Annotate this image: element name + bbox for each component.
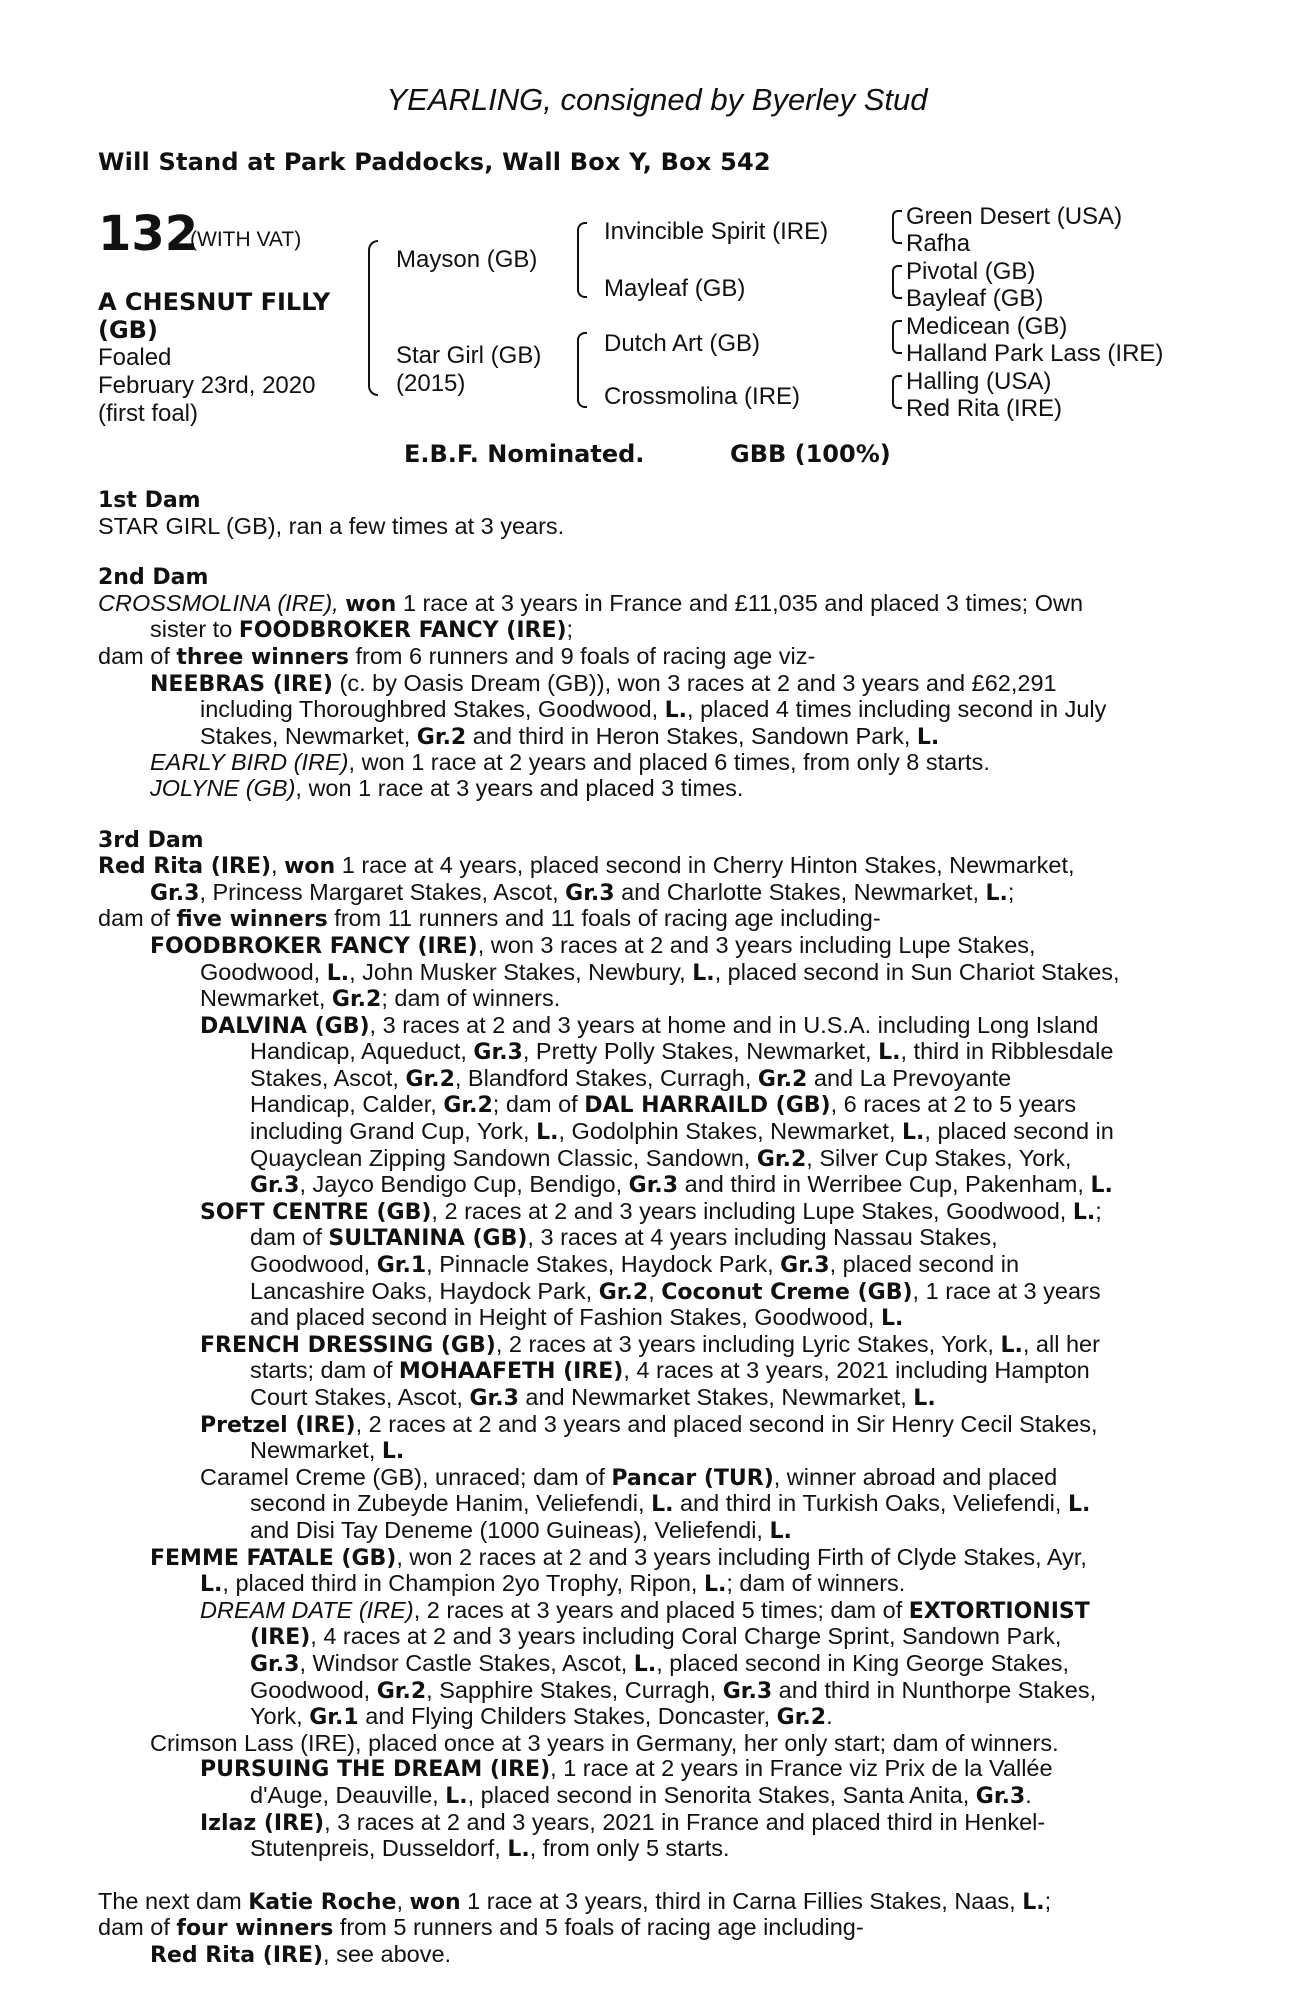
text-run: FEMME FATALE (GB): [150, 1545, 397, 1571]
text-run: L.: [1090, 1173, 1113, 1199]
text-run: FOODBROKER FANCY (IRE): [238, 618, 567, 644]
text-run: Caramel Creme (GB), unraced; dam of: [200, 1463, 612, 1490]
text-run: , Sapphire Stakes, Curragh,: [426, 1676, 723, 1703]
text-run: NEEBRAS (IRE): [150, 671, 333, 697]
third-dam-line: Gr.3, Princess Margaret Stakes, Ascot, Gr.3 and Charlotte Stakes, Newmarket, L.;: [150, 878, 1015, 906]
text-run: L.: [381, 1439, 405, 1465]
next-dam-line: [98, 1889, 1213, 1916]
first-dam-text: STAR GIRL (GB), ran a few times at 3 years.: [98, 512, 565, 539]
text-run: , placed third in Champion 2yo Trophy, Ripon,: [222, 1570, 704, 1597]
progeny-line: [98, 750, 1213, 776]
progeny-line: [98, 986, 1213, 1013]
vat-note: (WITH VAT): [190, 228, 302, 251]
pedigree-sire: Mayson (GB): [396, 246, 538, 273]
text-run: , won 3 races at 2 and 3 years including Lupe Stakes,: [477, 931, 1036, 958]
text-run: Handicap, Aqueduct,: [250, 1038, 474, 1065]
text-run: , 4 races at 3 years, 2021 including Hampton: [623, 1357, 1090, 1384]
text-run: and third in Heron Stakes, Sandown Park,: [466, 722, 917, 749]
text-run: Katie Roche: [248, 1889, 397, 1915]
text-run: , placed second in Sun Chariot Stakes,: [714, 958, 1120, 985]
progeny-line: [98, 1678, 1213, 1705]
text-run: (c. by Oasis Dream (GB)), won 3 races at 2 and 3 years and £62,291: [332, 669, 1057, 696]
text-run: including Grand Cup, York,: [250, 1118, 537, 1145]
text-run: Coconut Creme (GB): [661, 1279, 913, 1305]
text-run: , Godolphin Stakes, Newmarket,: [558, 1118, 903, 1145]
text-run: Gr.1: [309, 1705, 359, 1731]
text-run: including Thoroughbred Stakes, Goodwood,: [200, 696, 665, 723]
lot-description: [98, 288, 330, 428]
progeny-line: [98, 1199, 1213, 1226]
text-run: won: [409, 1889, 461, 1915]
pedigree-brace-dam: [577, 332, 587, 408]
progeny-line: [98, 1146, 1213, 1173]
third-dam-line: [98, 906, 1213, 933]
text-run: Gr.2: [376, 1678, 427, 1704]
progeny-line: [98, 1624, 1213, 1651]
foaled-label: Foaled: [98, 344, 172, 371]
text-run: L.: [913, 1386, 936, 1411]
text-run: Crimson Lass (IRE), placed once at 3 years in Germany, her only start; dam of winners.: [150, 1729, 1059, 1756]
gbb-badge: GBB (100%): [730, 440, 891, 468]
next-dam-line: [98, 1942, 1213, 1969]
text-run: , 6 races at 2 to 5 years: [830, 1091, 1077, 1118]
pedigree-sds: Pivotal (GB): [906, 258, 1036, 285]
text-run: , Jayco Bendigo Cup, Bendigo,: [299, 1171, 629, 1198]
text-run: .: [826, 1703, 833, 1730]
text-run: PURSUING THE DREAM (IRE): [200, 1757, 551, 1783]
text-run: from 6 runners and 9 foals of racing age viz-: [348, 642, 816, 669]
progeny-line: [98, 1836, 1213, 1863]
text-run: , see above.: [323, 1940, 452, 1967]
text-run: , Blandford Stakes, Curragh,: [454, 1064, 758, 1091]
progeny-line: [98, 1810, 1213, 1837]
text-run: EXTORTIONIST: [908, 1598, 1090, 1624]
text-run: dam of: [250, 1224, 329, 1251]
pedigree-brace-sire: [577, 222, 587, 298]
text-run: JOLYNE (GB): [150, 774, 296, 801]
second-dam-line: [98, 617, 1213, 644]
page-title: YEARLING, consigned by Byerley Stud: [386, 82, 928, 117]
progeny-line: [98, 1571, 1213, 1598]
pedigree-sd: Mayleaf (GB): [604, 275, 746, 302]
text-run: , won 2 races at 2 and 3 years including Firth of Clyde Stakes, Ayr,: [396, 1543, 1087, 1570]
second-dam-heading: 2nd Dam: [98, 565, 209, 591]
second-dam-line: [98, 591, 1213, 618]
text-run: (IRE): [250, 1625, 311, 1651]
text-run: , placed second in King George Stakes,: [656, 1649, 1069, 1676]
third-dam-line: Red Rita (IRE), won 1 race at 4 years, placed second in Cherry Hinton Stakes, Newmarket,: [98, 852, 1075, 880]
text-run: SULTANINA (GB): [328, 1226, 528, 1252]
text-run: ; dam of: [492, 1091, 585, 1118]
text-run: Izlaz (IRE): [200, 1810, 325, 1836]
text-run: L.: [200, 1572, 223, 1598]
text-run: Newmarket,: [200, 985, 332, 1012]
text-run: ;: [1095, 1197, 1102, 1224]
text-run: and third in Werribee Cup, Pakenham,: [678, 1171, 1091, 1198]
text-run: , won 1 race at 3 years and placed 3 times.: [295, 774, 744, 801]
text-run: , placed second in Senorita Stakes, Santa Anita,: [467, 1781, 976, 1808]
produce-record: [98, 488, 1213, 1968]
text-run: three winners: [176, 644, 349, 670]
text-run: and placed second in Height of Fashion Stakes, Goodwood,: [250, 1304, 881, 1331]
progeny-line: [98, 1279, 1213, 1306]
text-run: , 1 race at 2 years in France viz Prix de la Vallée: [550, 1755, 1053, 1782]
pedigree-ssd: Rafha: [906, 230, 971, 257]
text-run: Handicap, Calder,: [250, 1091, 444, 1118]
progeny-line: [98, 1039, 1213, 1066]
text-run: DALVINA (GB): [200, 1013, 370, 1039]
text-run: 1 race at 3 years in France and £11,035 and placed 3 times; Own: [396, 589, 1084, 616]
text-run: dam of: [98, 642, 177, 669]
progeny-line: [98, 1598, 1213, 1625]
pedigree-brace-main: [368, 240, 378, 396]
text-run: dam of: [98, 905, 177, 932]
text-run: , 3 races at 2 and 3 years, 2021 in France and placed third in Henkel-: [324, 1808, 1046, 1835]
progeny-line: [98, 1305, 1213, 1332]
text-run: starts; dam of: [250, 1357, 399, 1384]
text-run: Gr.3: [722, 1678, 773, 1704]
progeny-line: [98, 1013, 1213, 1040]
third-dam-heading: 3rd Dam: [98, 827, 204, 853]
text-run: L.: [985, 880, 1008, 906]
text-run: , Princess Margaret Stakes, Ascot,: [199, 878, 566, 905]
text-run: and La Prevoyante: [807, 1064, 1012, 1091]
progeny-line: [98, 1438, 1213, 1465]
pedigree-dss: Medicean (GB): [906, 313, 1068, 340]
text-run: Pretzel (IRE): [200, 1412, 356, 1438]
text-run: EARLY BIRD (IRE): [150, 749, 349, 776]
next-dam-line: [98, 1915, 1213, 1942]
pedigree-ds: Dutch Art (GB): [604, 330, 761, 357]
pedigree-dd: Crossmolina (IRE): [604, 383, 801, 410]
pedigree-brace-ss: [892, 210, 902, 244]
pedigree-ss: Invincible Spirit (IRE): [604, 218, 829, 245]
text-run: L.: [633, 1651, 657, 1677]
text-run: ,: [396, 1887, 410, 1914]
text-run: Stutenpreis, Dusseldorf,: [250, 1835, 508, 1862]
progeny-line: [98, 1756, 1213, 1783]
text-run: dam of: [98, 1914, 177, 1941]
progeny-line: [98, 1119, 1213, 1146]
text-run: L.: [536, 1120, 559, 1146]
text-run: L.: [1022, 1889, 1045, 1915]
text-run: L.: [445, 1783, 468, 1809]
text-run: Court Stakes, Ascot,: [250, 1384, 470, 1410]
text-run: DREAM DATE (IRE): [200, 1596, 414, 1623]
text-run: Gr.2: [416, 724, 467, 750]
text-run: , Silver Cup Stakes, York,: [806, 1144, 1072, 1171]
progeny-line: [98, 1092, 1213, 1119]
text-run: , 2 races at 2 and 3 years and placed second in Sir Henry Cecil Stakes,: [355, 1410, 1098, 1437]
progeny-line: [98, 724, 1213, 751]
text-run: d'Auge, Deauville,: [250, 1781, 446, 1808]
progeny-line: [98, 1465, 1213, 1492]
text-run: ,: [648, 1277, 662, 1304]
progeny-line: [98, 1225, 1213, 1252]
progeny-line: [98, 1545, 1213, 1572]
text-run: L.: [769, 1518, 792, 1544]
text-run: L.: [881, 1306, 904, 1332]
text-run: Gr.2: [405, 1066, 455, 1092]
text-run: Gr.2: [443, 1093, 493, 1119]
text-run: , third in Ribblesdale: [900, 1038, 1114, 1065]
text-run: L.: [664, 698, 688, 724]
text-run: Red Rita (IRE): [150, 1942, 324, 1968]
text-run: DAL HARRAILD (GB): [584, 1093, 831, 1119]
text-run: Goodwood,: [200, 958, 327, 985]
stand-location: Will Stand at Park Paddocks, Wall Box Y, Box 542: [98, 148, 771, 176]
progeny-line: [98, 1783, 1213, 1810]
text-run: The next dam: [98, 1887, 249, 1914]
progeny-line: [98, 1518, 1213, 1545]
lot-number: 132: [98, 206, 199, 262]
text-run: , 2 races at 3 years and placed 5 times; dam of: [413, 1596, 909, 1623]
text-run: Newmarket,: [250, 1437, 382, 1464]
progeny-line: [98, 1252, 1213, 1279]
text-run: and Newmarket Stakes, Newmarket,: [518, 1384, 914, 1410]
progeny-line: [98, 1731, 1213, 1757]
first-dam-heading: 1st Dam: [98, 488, 201, 513]
progeny-line: [98, 1172, 1213, 1199]
text-run: from 5 runners and 5 foals of racing age including-: [333, 1914, 864, 1941]
text-run: five winners: [176, 907, 328, 933]
text-run: , all her: [1022, 1330, 1100, 1357]
progeny-line: [98, 697, 1213, 724]
text-run: , placed second in: [829, 1251, 1020, 1278]
text-run: four winners: [176, 1916, 334, 1942]
second-dam-line: [98, 644, 1213, 671]
text-run: Gr.2: [331, 987, 382, 1013]
text-run: ; dam of winners.: [726, 1570, 906, 1597]
text-run: Goodwood,: [250, 1251, 377, 1278]
progeny-line: [98, 960, 1213, 987]
text-run: L.: [878, 1040, 901, 1066]
text-run: Goodwood,: [250, 1676, 377, 1703]
pedigree-dam: Star Girl (GB): [396, 342, 542, 369]
text-run: ;: [566, 616, 574, 643]
text-run: sister to: [150, 616, 239, 643]
text-run: Gr.3: [628, 1173, 679, 1199]
pedigree-dam-year: (2015): [396, 370, 466, 397]
text-run: L.: [703, 1572, 727, 1598]
progeny-line: [98, 1385, 1213, 1412]
text-run: Gr.3: [469, 1386, 519, 1411]
text-run: Gr.2: [776, 1705, 827, 1731]
text-run: from 11 runners and 11 foals of racing age including-: [327, 905, 881, 932]
foal-note: (first foal): [98, 400, 199, 427]
text-run: .: [1025, 1781, 1032, 1808]
text-run: L.: [1072, 1199, 1096, 1225]
text-run: Red Rita (IRE): [98, 854, 272, 880]
lot-sex-colour: A CHESNUT FILLY: [98, 288, 331, 316]
text-run: won: [345, 591, 397, 617]
text-run: , 3 races at 2 and 3 years at home and in U.S.A. including Long Island: [369, 1011, 1099, 1038]
text-run: and Charlotte Stakes, Newmarket,: [614, 878, 986, 905]
text-run: FRENCH DRESSING (GB): [200, 1332, 496, 1358]
text-run: L.: [651, 1492, 674, 1518]
progeny-line: [98, 1651, 1213, 1678]
pedigree-brace-ds: [892, 320, 902, 354]
pedigree-brace-sd: [892, 265, 902, 299]
progeny-line: [98, 1412, 1213, 1439]
text-run: Gr.3: [780, 1253, 830, 1279]
text-run: , won 1 race at 2 years and placed 6 times, from only 8 starts.: [348, 749, 990, 776]
text-run: , placed second in: [924, 1118, 1114, 1145]
text-run: , 2 races at 3 years including Lyric Stakes, York,: [495, 1330, 1001, 1357]
text-run: Gr.1: [376, 1253, 427, 1279]
progeny-line: [98, 1704, 1213, 1731]
text-run: Gr.2: [598, 1279, 649, 1305]
text-run: Gr.3: [565, 880, 615, 906]
text-run: , Windsor Castle Stakes, Ascot,: [299, 1649, 634, 1676]
text-run: and Flying Childers Stakes, Doncaster,: [358, 1703, 777, 1730]
text-run: L.: [1067, 1492, 1091, 1518]
pedigree-sdd: Bayleaf (GB): [906, 285, 1044, 312]
text-run: , John Musker Stakes, Newbury,: [349, 958, 693, 985]
text-run: L.: [692, 960, 715, 986]
text-run: won: [284, 854, 336, 880]
lot-origin: (GB): [98, 316, 158, 344]
text-run: , placed 4 times including second in July: [687, 696, 1107, 723]
progeny-line: [98, 1491, 1213, 1518]
text-run: and third in Turkish Oaks, Veliefendi,: [673, 1490, 1068, 1517]
text-run: Lancashire Oaks, Haydock Park,: [250, 1277, 599, 1304]
text-run: Gr.2: [756, 1146, 807, 1172]
text-run: Gr.3: [250, 1173, 300, 1199]
text-run: ;: [1044, 1887, 1052, 1914]
text-run: 1 race at 4 years, placed second in Cherry Hinton Stakes, Newmarket,: [335, 852, 1075, 879]
text-run: L.: [916, 724, 940, 750]
text-run: Stakes, Newmarket,: [200, 722, 417, 749]
text-run: Gr.3: [975, 1783, 1026, 1809]
text-run: ; dam of winners.: [381, 985, 561, 1012]
pedigree-dsd: Halland Park Lass (IRE): [906, 340, 1164, 367]
progeny-line: [98, 1066, 1213, 1093]
progeny-line: [98, 776, 1213, 802]
text-run: L.: [902, 1120, 925, 1146]
ebf-badge: E.B.F. Nominated.: [404, 440, 645, 468]
text-run: second in Zubeyde Hanim, Veliefendi,: [250, 1490, 652, 1517]
text-run: FOODBROKER FANCY (IRE): [150, 933, 478, 959]
progeny-line: [98, 1332, 1213, 1359]
progeny-line: [98, 933, 1213, 960]
text-run: , 3 races at 4 years including Nassau Stakes,: [527, 1224, 998, 1251]
text-run: and Disi Tay Deneme (1000 Guineas), Veliefendi,: [250, 1516, 770, 1543]
text-run: 1 race at 3 years, third in Carna Fillies Stakes, Naas,: [460, 1887, 1023, 1914]
text-run: , from only 5 starts.: [529, 1835, 730, 1862]
text-run: Stakes, Ascot,: [250, 1064, 406, 1091]
text-run: , Pretty Polly Stakes, Newmarket,: [522, 1038, 879, 1065]
text-run: , Pinnacle Stakes, Haydock Park,: [426, 1251, 781, 1278]
text-run: Gr.3: [150, 880, 200, 906]
text-run: , 2 races at 2 and 3 years including Lupe Stakes, Goodwood,: [431, 1197, 1073, 1224]
text-run: L.: [1000, 1332, 1023, 1358]
pedigree-brace-dd: [892, 375, 902, 409]
text-run: Gr.2: [757, 1066, 808, 1092]
pedigree-ddd: Red Rita (IRE): [906, 395, 1063, 422]
text-run: MOHAAFETH (IRE): [398, 1359, 624, 1385]
foaled-date: February 23rd, 2020: [98, 372, 316, 399]
text-run: and third in Nunthorpe Stakes,: [772, 1676, 1097, 1703]
text-run: , 4 races at 2 and 3 years including Coral Charge Sprint, Sandown Park,: [310, 1623, 1062, 1650]
text-run: Quayclean Zipping Sandown Classic, Sandown,: [250, 1144, 757, 1171]
text-run: , winner abroad and placed: [773, 1463, 1058, 1490]
pedigree-dds: Halling (USA): [906, 368, 1052, 395]
text-run: SOFT CENTRE (GB): [200, 1199, 432, 1225]
text-run: York,: [250, 1703, 310, 1730]
text-run: , 1 race at 3 years: [912, 1277, 1101, 1304]
text-run: L.: [507, 1837, 530, 1863]
progeny-line: [98, 1358, 1213, 1385]
text-run: CROSSMOLINA (IRE),: [98, 589, 339, 616]
text-run: L.: [326, 960, 350, 986]
text-run: Pancar (TUR): [611, 1465, 774, 1491]
pedigree-sss: Green Desert (USA): [906, 203, 1123, 230]
text-run: Gr.3: [250, 1651, 300, 1677]
progeny-line: [98, 671, 1213, 698]
text-run: Gr.3: [473, 1040, 523, 1066]
